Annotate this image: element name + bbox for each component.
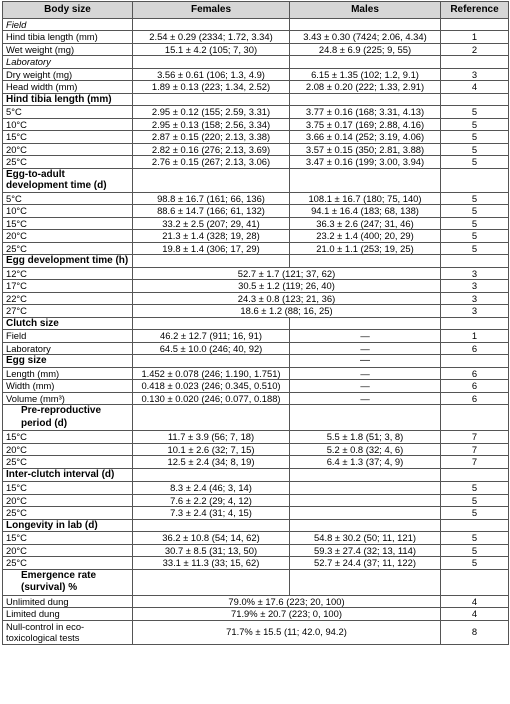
table-row xyxy=(3,380,509,393)
header-reference: Reference xyxy=(441,2,509,19)
reference-value: 4 xyxy=(441,81,509,94)
combined-value: 79.0% ± 17.6 (223; 20, 100) xyxy=(133,595,441,608)
section-label: Longevity in lab (d) xyxy=(3,519,133,532)
table-row xyxy=(3,292,509,305)
empty-cell xyxy=(441,56,509,69)
table-row xyxy=(3,482,509,495)
row-label: Volume (mm³) xyxy=(3,392,133,405)
table-row xyxy=(3,118,509,131)
row-label: 15°C xyxy=(3,217,133,230)
row-label: 20°C xyxy=(3,230,133,243)
combined-value: 30.5 ± 1.2 (119; 26, 40) xyxy=(133,280,441,293)
females-value: 46.2 ± 12.7 (911; 16, 91) xyxy=(133,330,290,343)
males-value xyxy=(290,494,441,507)
males-value: 3.57 ± 0.15 (350; 2.81, 3.88) xyxy=(290,143,441,156)
row-label: 20°C xyxy=(3,443,133,456)
reference-value: 3 xyxy=(441,68,509,81)
reference-value: 2 xyxy=(441,43,509,56)
section-label: Hind tibia length (mm) xyxy=(3,93,133,106)
empty-cell xyxy=(133,255,290,268)
reference-value: 6 xyxy=(441,342,509,355)
males-value: 54.8 ± 30.2 (50; 11, 121) xyxy=(290,532,441,545)
table-row xyxy=(3,494,509,507)
females-value: 11.7 ± 3.9 (56; 7, 18) xyxy=(133,431,290,444)
females-value: 1.89 ± 0.13 (223; 1.34, 2.52) xyxy=(133,81,290,94)
subsection-row xyxy=(3,18,509,31)
row-label: Dry weight (mg) xyxy=(3,68,133,81)
males-value: 5.5 ± 1.8 (51; 3, 8) xyxy=(290,431,441,444)
row-label: 25°C xyxy=(3,557,133,570)
reference-value: 3 xyxy=(441,267,509,280)
row-label: Head width (mm) xyxy=(3,81,133,94)
row-label: 17°C xyxy=(3,280,133,293)
combined-value: 71.7% ± 15.5 (11; 42.0, 94.2) xyxy=(133,620,441,644)
row-label: 15°C xyxy=(3,532,133,545)
males-value: 5.2 ± 0.8 (32; 4, 6) xyxy=(290,443,441,456)
empty-cell xyxy=(441,18,509,31)
row-label: Limited dung xyxy=(3,608,133,621)
table-row xyxy=(3,544,509,557)
table-row xyxy=(3,330,509,343)
row-label: Length (mm) xyxy=(3,367,133,380)
table-row xyxy=(3,557,509,570)
females-value: 30.7 ± 8.5 (31; 13, 50) xyxy=(133,544,290,557)
empty-cell xyxy=(441,355,509,368)
reference-value: 5 xyxy=(441,192,509,205)
females-value: 21.3 ± 1.4 (328; 19, 28) xyxy=(133,230,290,243)
empty-cell xyxy=(133,56,290,69)
table-row xyxy=(3,131,509,144)
section-label: Egg-to-adult development time (d) xyxy=(3,168,133,192)
females-value: 1.452 ± 0.078 (246; 1.190, 1.751) xyxy=(133,367,290,380)
reference-value: 5 xyxy=(441,482,509,495)
reference-value: 3 xyxy=(441,292,509,305)
header-females: Females xyxy=(133,2,290,19)
row-label: 27°C xyxy=(3,305,133,318)
empty-cell xyxy=(133,405,290,431)
empty-cell xyxy=(441,468,509,482)
males-value: 3.43 ± 0.30 (7424; 2.06, 4.34) xyxy=(290,31,441,44)
females-value: 88.6 ± 14.7 (166; 61, 132) xyxy=(133,205,290,218)
empty-cell xyxy=(290,56,441,69)
row-label: 15°C xyxy=(3,131,133,144)
reference-value: 7 xyxy=(441,456,509,469)
empty-cell xyxy=(133,168,290,192)
table-row xyxy=(3,305,509,318)
table-row xyxy=(3,217,509,230)
males-value xyxy=(290,507,441,520)
subsection-label: Field xyxy=(3,18,133,31)
empty-cell xyxy=(133,468,290,482)
section-row xyxy=(3,93,509,106)
table-row xyxy=(3,367,509,380)
males-value: — xyxy=(290,380,441,393)
empty-cell xyxy=(133,317,290,330)
table-row xyxy=(3,81,509,94)
table-row xyxy=(3,205,509,218)
combined-value: 71.9% ± 20.7 (223; 0, 100) xyxy=(133,608,441,621)
males-value: 59.3 ± 27.4 (32; 13, 114) xyxy=(290,544,441,557)
reference-value: 5 xyxy=(441,507,509,520)
table-body xyxy=(3,18,509,644)
females-value: 19.8 ± 1.4 (306; 17, 29) xyxy=(133,242,290,255)
section-row xyxy=(3,168,509,192)
empty-cell xyxy=(290,317,441,330)
females-value: 12.5 ± 2.4 (34; 8, 19) xyxy=(133,456,290,469)
row-label: 20°C xyxy=(3,143,133,156)
section-row xyxy=(3,255,509,268)
reference-value: 5 xyxy=(441,131,509,144)
row-label: Width (mm) xyxy=(3,380,133,393)
reference-value: 6 xyxy=(441,392,509,405)
males-value: 24.8 ± 6.9 (225; 9, 55) xyxy=(290,43,441,56)
females-value: 33.1 ± 11.3 (33; 15, 62) xyxy=(133,557,290,570)
section-label: Emergence rate (survival) % xyxy=(3,569,133,595)
subsection-label: Laboratory xyxy=(3,56,133,69)
reference-value: 6 xyxy=(441,367,509,380)
males-value: 2.08 ± 0.20 (222; 1.33, 2.91) xyxy=(290,81,441,94)
reference-value: 3 xyxy=(441,280,509,293)
reference-value: 5 xyxy=(441,230,509,243)
empty-cell xyxy=(290,255,441,268)
empty-cell xyxy=(133,18,290,31)
reference-value: 5 xyxy=(441,544,509,557)
females-value: 0.130 ± 0.020 (246; 0.077, 0.188) xyxy=(133,392,290,405)
combined-value: 24.3 ± 0.8 (123; 21, 36) xyxy=(133,292,441,305)
row-label: 12°C xyxy=(3,267,133,280)
males-value: 21.0 ± 1.1 (253; 19, 25) xyxy=(290,242,441,255)
empty-cell xyxy=(441,255,509,268)
females-value: 2.76 ± 0.15 (267; 2.13, 3.06) xyxy=(133,156,290,169)
females-value: 8.3 ± 2.4 (46; 3, 14) xyxy=(133,482,290,495)
males-value: 94.1 ± 16.4 (183; 68, 138) xyxy=(290,205,441,218)
empty-cell xyxy=(441,317,509,330)
males-value xyxy=(290,482,441,495)
section-label: Pre-reproductive period (d) xyxy=(3,405,133,431)
males-value: — xyxy=(290,330,441,343)
reference-value: 5 xyxy=(441,205,509,218)
header-males: Males xyxy=(290,2,441,19)
section-row xyxy=(3,317,509,330)
reference-value: 5 xyxy=(441,106,509,119)
reference-value: 1 xyxy=(441,31,509,44)
combined-value: 18.6 ± 1.2 (88; 16, 25) xyxy=(133,305,441,318)
row-label: 5°C xyxy=(3,106,133,119)
section-label: Egg development time (h) xyxy=(3,255,133,268)
females-value: 3.56 ± 0.61 (106; 1.3, 4.9) xyxy=(133,68,290,81)
reference-value: 5 xyxy=(441,242,509,255)
females-value: 10.1 ± 2.6 (32; 7, 15) xyxy=(133,443,290,456)
empty-cell xyxy=(290,468,441,482)
section-label: Inter-clutch interval (d) xyxy=(3,468,133,482)
females-value: 2.54 ± 0.29 (2334; 1.72, 3.34) xyxy=(133,31,290,44)
reference-value: 7 xyxy=(441,443,509,456)
empty-cell xyxy=(133,93,290,106)
females-value: 36.2 ± 10.8 (54; 14, 62) xyxy=(133,532,290,545)
females-value: 2.95 ± 0.13 (158; 2.56, 3.34) xyxy=(133,118,290,131)
reference-value: 5 xyxy=(441,143,509,156)
reference-value: 1 xyxy=(441,330,509,343)
table-row xyxy=(3,68,509,81)
section-row xyxy=(3,569,509,595)
reference-value: 5 xyxy=(441,156,509,169)
section-label: Clutch size xyxy=(3,317,133,330)
females-value: 15.1 ± 4.2 (105; 7, 30) xyxy=(133,43,290,56)
reference-value: 4 xyxy=(441,608,509,621)
reference-value: 3 xyxy=(441,305,509,318)
table-row xyxy=(3,456,509,469)
section-row xyxy=(3,468,509,482)
table-row xyxy=(3,443,509,456)
row-label: 10°C xyxy=(3,118,133,131)
row-label: 22°C xyxy=(3,292,133,305)
row-label: 20°C xyxy=(3,544,133,557)
table-row xyxy=(3,595,509,608)
subsection-row xyxy=(3,56,509,69)
reference-value: 5 xyxy=(441,532,509,545)
reference-value: 8 xyxy=(441,620,509,644)
table-row xyxy=(3,31,509,44)
females-value: 33.2 ± 2.5 (207; 29, 41) xyxy=(133,217,290,230)
males-value: 36.3 ± 2.6 (247; 31, 46) xyxy=(290,217,441,230)
reference-value: 5 xyxy=(441,494,509,507)
row-label: Field xyxy=(3,330,133,343)
males-value: 52.7 ± 24.4 (37; 11, 122) xyxy=(290,557,441,570)
table-row xyxy=(3,392,509,405)
empty-cell xyxy=(290,168,441,192)
males-value: 3.77 ± 0.16 (168; 3.31, 4.13) xyxy=(290,106,441,119)
table-row xyxy=(3,230,509,243)
females-value: 2.95 ± 0.12 (155; 2.59, 3.31) xyxy=(133,106,290,119)
reference-value: 5 xyxy=(441,118,509,131)
males-value: — xyxy=(290,367,441,380)
row-label: Null-control in eco-toxicological tests xyxy=(3,620,133,644)
males-value: 108.1 ± 16.7 (180; 75, 140) xyxy=(290,192,441,205)
row-label: 25°C xyxy=(3,156,133,169)
table-row xyxy=(3,242,509,255)
table-row xyxy=(3,280,509,293)
row-label: 20°C xyxy=(3,494,133,507)
empty-cell xyxy=(441,168,509,192)
males-value: 3.47 ± 0.16 (199; 3.00, 3.94) xyxy=(290,156,441,169)
row-label: 15°C xyxy=(3,431,133,444)
empty-cell xyxy=(290,405,441,431)
row-label: Hind tibia length (mm) xyxy=(3,31,133,44)
combined-value: 52.7 ± 1.7 (121; 37, 62) xyxy=(133,267,441,280)
empty-cell xyxy=(290,569,441,595)
row-label: Unlimited dung xyxy=(3,595,133,608)
empty-cell xyxy=(290,93,441,106)
table-row xyxy=(3,532,509,545)
empty-cell xyxy=(290,18,441,31)
empty-cell xyxy=(441,405,509,431)
section-row xyxy=(3,405,509,431)
table-row xyxy=(3,156,509,169)
row-label: 25°C xyxy=(3,456,133,469)
empty-cell xyxy=(133,569,290,595)
body-size-table xyxy=(2,1,509,645)
empty-cell xyxy=(441,93,509,106)
reference-value: 7 xyxy=(441,431,509,444)
females-value: 0.418 ± 0.023 (246; 0.345, 0.510) xyxy=(133,380,290,393)
row-label: 15°C xyxy=(3,482,133,495)
males-value: — xyxy=(290,355,441,368)
table-row xyxy=(3,43,509,56)
males-value: — xyxy=(290,392,441,405)
row-label: 10°C xyxy=(3,205,133,218)
females-value: 98.8 ± 16.7 (161; 66, 136) xyxy=(133,192,290,205)
header-body-size: Body size xyxy=(3,2,133,19)
section-row xyxy=(3,519,509,532)
males-value: 6.4 ± 1.3 (37; 4, 9) xyxy=(290,456,441,469)
empty-cell xyxy=(133,519,290,532)
section-label: Egg size xyxy=(3,355,133,368)
females-value: 64.5 ± 10.0 (246; 40, 92) xyxy=(133,342,290,355)
table-row xyxy=(3,192,509,205)
empty-cell xyxy=(133,355,290,368)
row-label: Wet weight (mg) xyxy=(3,43,133,56)
reference-value: 4 xyxy=(441,595,509,608)
males-value: 3.75 ± 0.17 (169; 2.88, 4.16) xyxy=(290,118,441,131)
section-row xyxy=(3,355,509,368)
table-row xyxy=(3,507,509,520)
table-row xyxy=(3,608,509,621)
females-value: 2.87 ± 0.15 (220; 2.13, 3.38) xyxy=(133,131,290,144)
males-value: 3.66 ± 0.14 (252; 3.19, 4.06) xyxy=(290,131,441,144)
females-value: 7.6 ± 2.2 (29; 4, 12) xyxy=(133,494,290,507)
row-label: Laboratory xyxy=(3,342,133,355)
reference-value: 5 xyxy=(441,557,509,570)
table-row xyxy=(3,267,509,280)
females-value: 7.3 ± 2.4 (31; 4, 15) xyxy=(133,507,290,520)
males-value: 6.15 ± 1.35 (102; 1.2, 9.1) xyxy=(290,68,441,81)
row-label: 5°C xyxy=(3,192,133,205)
table-row xyxy=(3,431,509,444)
males-value: 23.2 ± 1.4 (400; 20, 29) xyxy=(290,230,441,243)
females-value: 2.82 ± 0.16 (276; 2.13, 3.69) xyxy=(133,143,290,156)
header-row xyxy=(3,2,509,19)
males-value: — xyxy=(290,342,441,355)
reference-value: 5 xyxy=(441,217,509,230)
empty-cell xyxy=(290,519,441,532)
row-label: 25°C xyxy=(3,507,133,520)
table-row xyxy=(3,620,509,644)
table-row xyxy=(3,106,509,119)
table-row xyxy=(3,143,509,156)
empty-cell xyxy=(441,519,509,532)
reference-value: 6 xyxy=(441,380,509,393)
empty-cell xyxy=(441,569,509,595)
row-label: 25°C xyxy=(3,242,133,255)
table-row xyxy=(3,342,509,355)
